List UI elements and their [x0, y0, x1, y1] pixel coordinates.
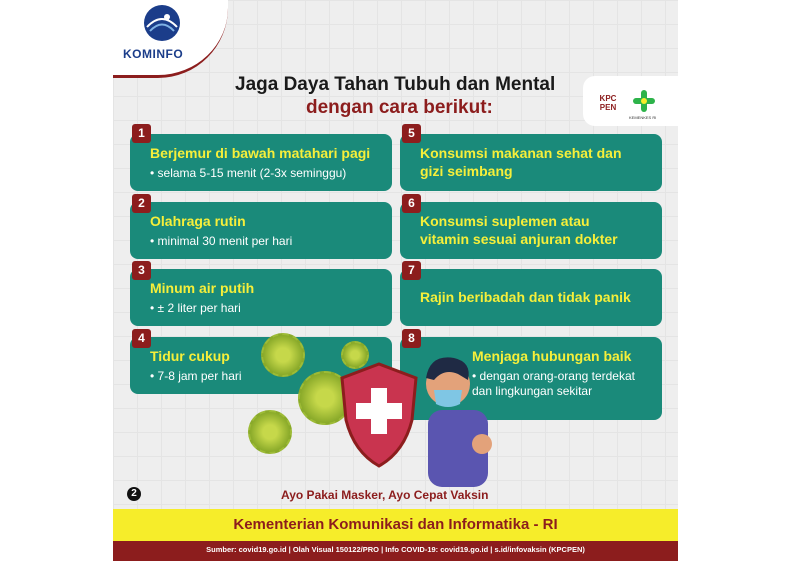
tip-number-badge: 1 [132, 124, 151, 143]
tip-title: Minum air putih [150, 280, 255, 296]
tip-number-badge: 5 [402, 124, 421, 143]
infographic-poster [113, 0, 678, 561]
tip-number-badge: 7 [402, 261, 421, 280]
tip-card-2 [130, 202, 392, 259]
person-illustration-icon [408, 352, 498, 487]
headline: Jaga Daya Tahan Tubuh dan Mental [235, 74, 556, 95]
tip-detail: • selama 5-15 menit (2-3x seminggu) [150, 166, 347, 180]
tip-title: Olahraga rutin [150, 213, 246, 229]
ministry-name: Kementerian Komunikasi dan Informatika - RI [233, 516, 558, 533]
tip-card-7 [400, 269, 662, 326]
tip-card-3 [130, 269, 392, 326]
tip-number-badge: 3 [132, 261, 151, 280]
tip-card-5 [400, 134, 662, 191]
virus-icon [261, 333, 305, 377]
page-number-badge: 2 [127, 487, 141, 501]
tip-card-1 [130, 134, 392, 191]
tip-title: Konsumsi makanan sehat dan gizi seimbang [420, 145, 622, 179]
ministry-banner [113, 509, 678, 541]
sources-text: Sumber: covid19.go.id | Olah Visual 150122/PRO | Info COVID-19: covid19.go.id | s.id/infovaksin (KPCPEN) [206, 545, 585, 554]
tip-number-badge: 4 [132, 329, 151, 348]
tip-card-6 [400, 202, 662, 259]
tip-detail: • ± 2 liter per hari [150, 301, 241, 315]
tip-title: Konsumsi suplemen atau vitamin sesuai anjuran dokter [420, 213, 618, 247]
tip-number-badge: 2 [132, 194, 151, 213]
kominfo-logo-badge [113, 0, 228, 78]
kpcpen-logo: KPC PEN [599, 94, 617, 112]
partner-logos [583, 76, 678, 126]
tip-title: Tidur cukup [150, 348, 230, 364]
kemenkes-logo-text: KEMENKES RI [629, 115, 657, 120]
tip-title: Menjaga hubungan baik [472, 348, 632, 364]
kemenkes-logo-icon [631, 88, 657, 114]
tip-title: Berjemur di bawah matahari pagi [150, 145, 371, 161]
slogan-text: Ayo Pakai Masker, Ayo Cepat Vaksin [281, 488, 489, 502]
sources-bar [113, 541, 678, 561]
kominfo-logo-text: KOMINFO [123, 47, 184, 61]
tip-detail: • minimal 30 menit per hari [150, 234, 293, 248]
tip-detail: • dengan orang-orang terdekat dan lingkungan sekitar [472, 369, 635, 398]
tip-number-badge: 8 [402, 329, 421, 348]
virus-icon [248, 410, 292, 454]
tip-number-badge: 6 [402, 194, 421, 213]
tip-title: Rajin beribadah dan tidak panik [420, 289, 631, 305]
tip-detail: • 7-8 jam per hari [150, 369, 242, 383]
kominfo-emblem-icon [137, 3, 187, 43]
subheadline: dengan cara berikut: [306, 97, 493, 118]
